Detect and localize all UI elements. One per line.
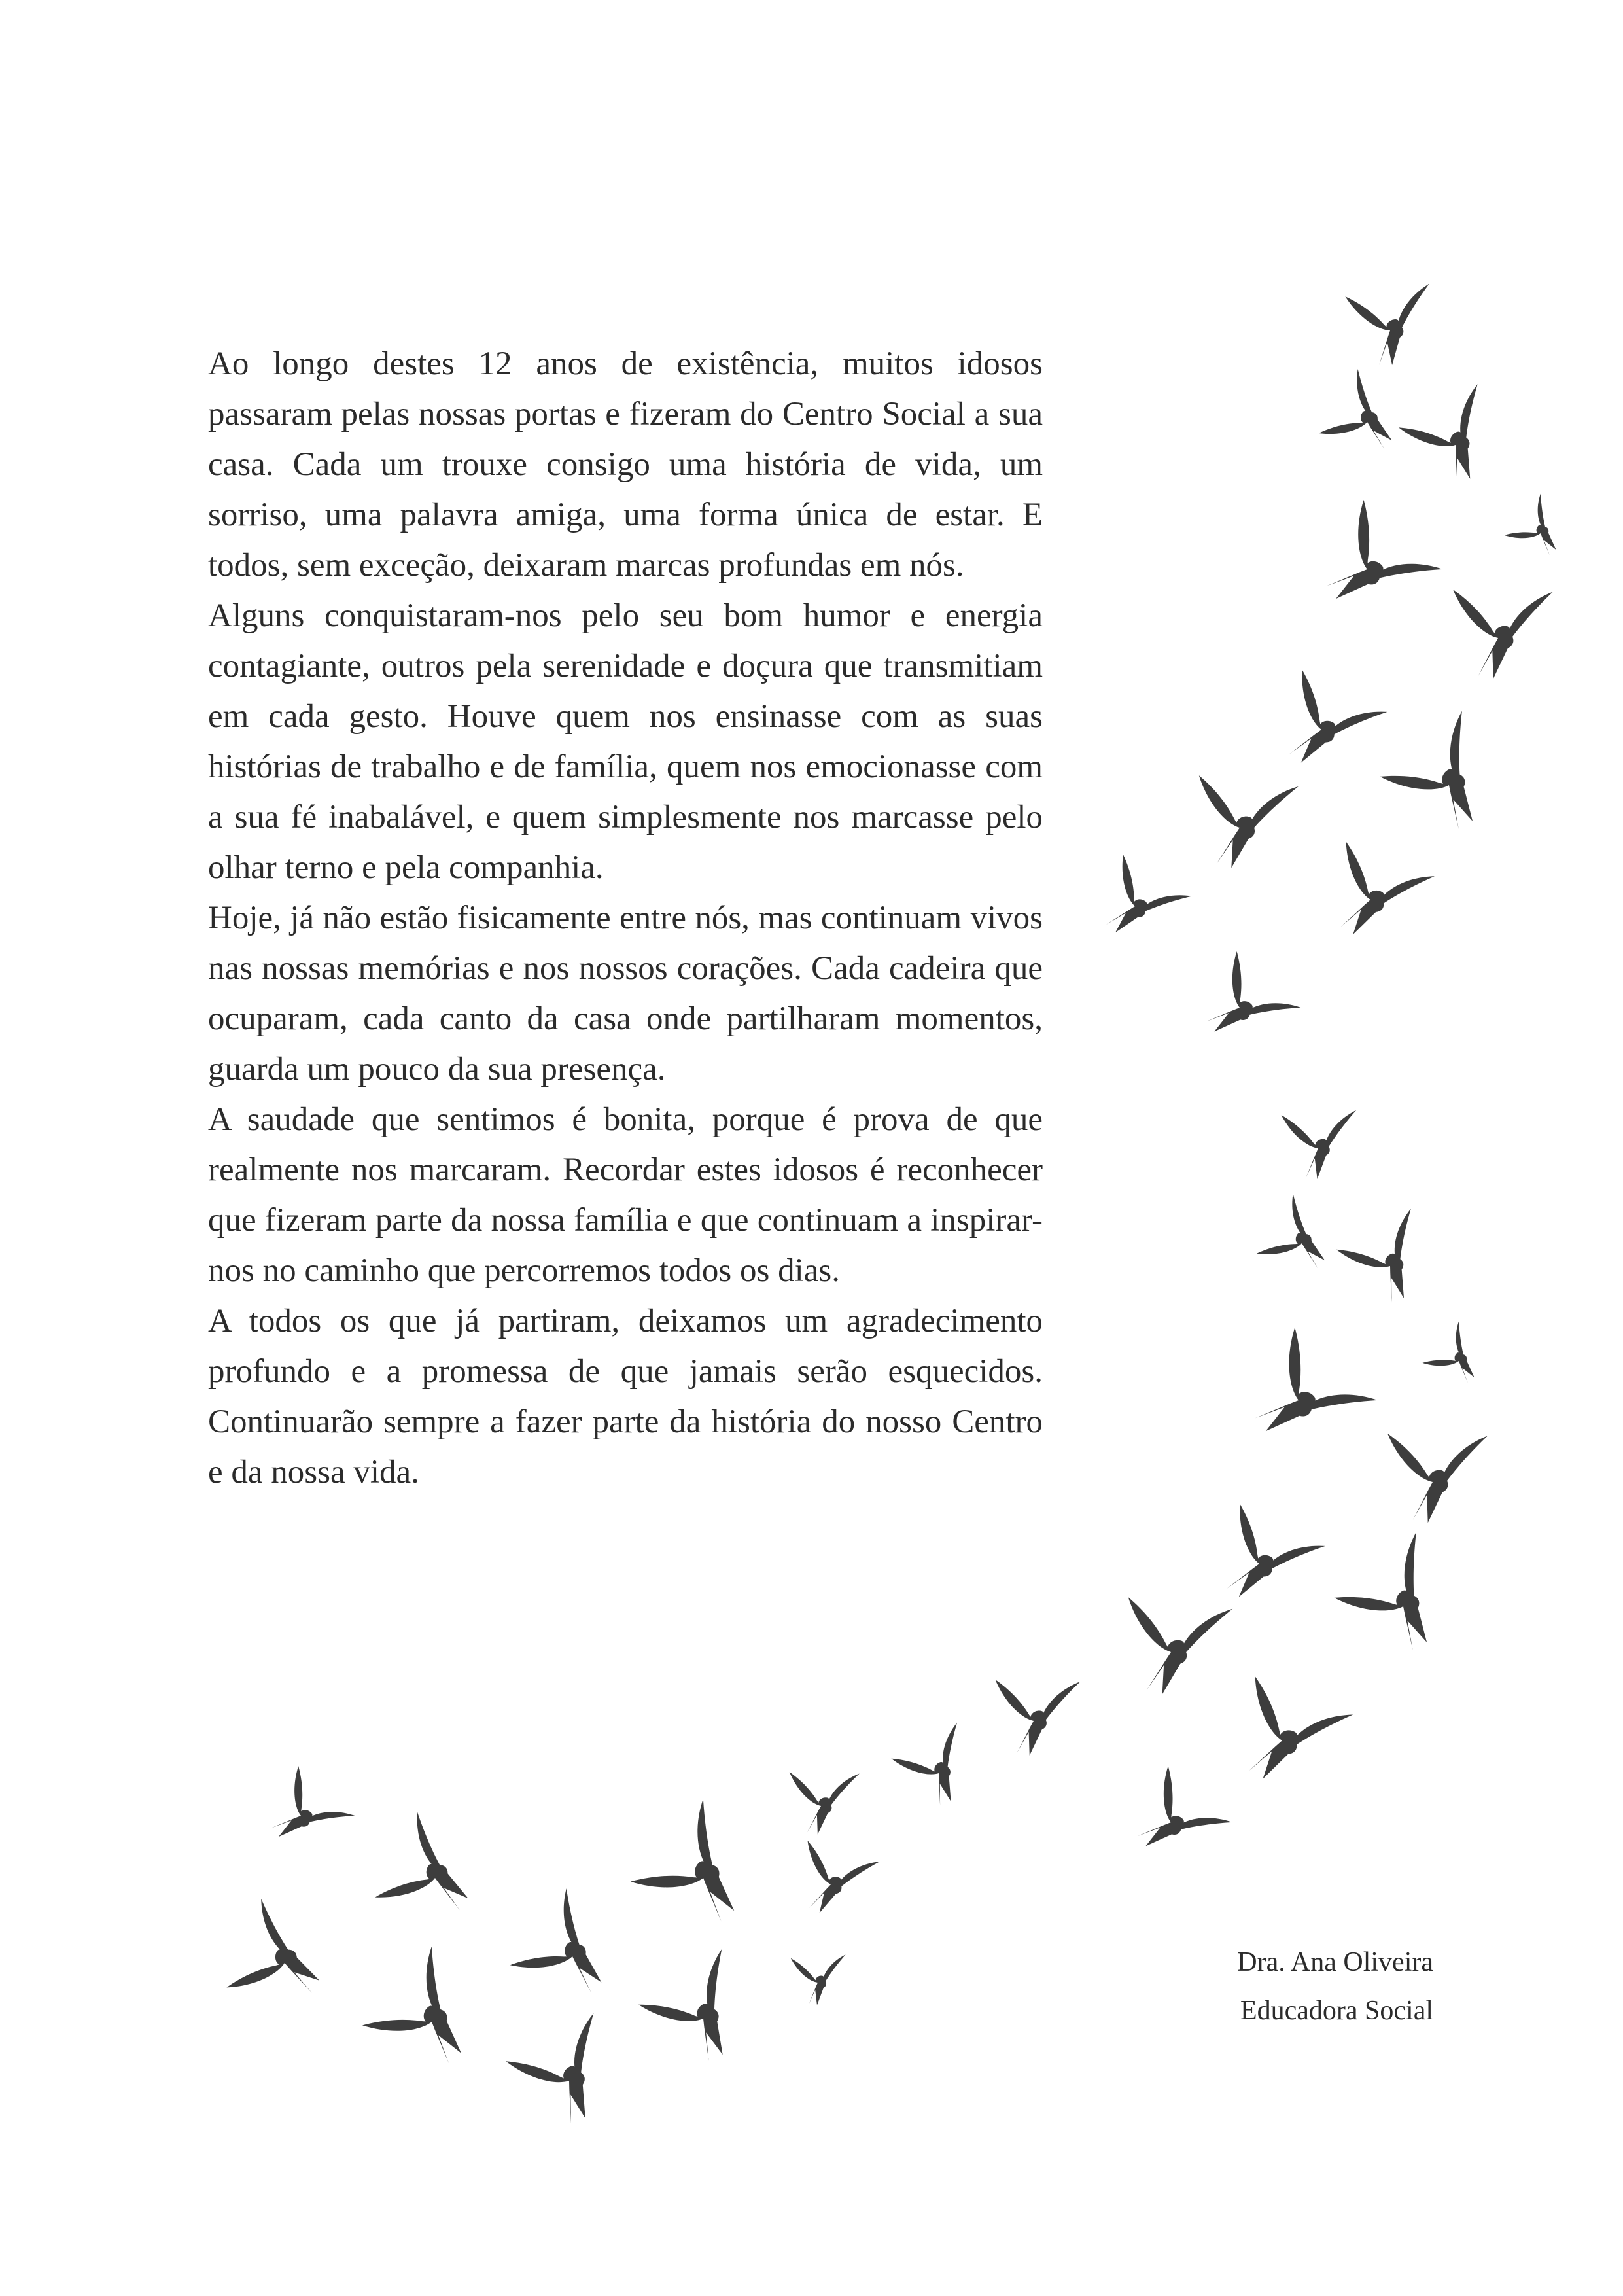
swallow-icon xyxy=(362,1936,500,2075)
swallow-icon xyxy=(801,1841,881,1918)
swallow-icon xyxy=(1345,268,1451,372)
letter-body xyxy=(208,339,1043,1498)
signature-role: Educadora Social xyxy=(1240,1996,1433,2026)
swallow-icon xyxy=(1335,1519,1477,1662)
swallow-icon xyxy=(790,1760,869,1837)
swallow-icon xyxy=(1387,1417,1501,1527)
signature xyxy=(1237,1938,1433,2035)
swallow-icon xyxy=(506,1998,642,2134)
swallow-icon xyxy=(1199,767,1305,870)
swallow-icon xyxy=(1504,488,1576,561)
swallow-icon xyxy=(1331,841,1438,946)
swallow-icon xyxy=(1314,500,1453,638)
paragraph: A saudade que sentimos é bonita, porque é prova de que realmente nos marcaram. Recordar estes idosos é reconhecer que fizeram parte da nossa família e que continuam a inspirar-nos no caminho que percorremos todos os dias. xyxy=(208,1101,1043,1289)
swallow-icon xyxy=(1336,1196,1452,1311)
swallow-icon xyxy=(1453,573,1566,683)
swallow-icon xyxy=(510,1881,631,2003)
swallow-icon xyxy=(375,1807,486,1920)
swallow-icon xyxy=(1097,855,1196,953)
paragraph: A todos os que já partiram, deixamos um agradecimento profundo e a promessa de que jamais serão esquecidos. Continuarão sempre a fazer parte da história do nosso Centro e da nossa vida. xyxy=(208,1303,1043,1491)
swallow-icon xyxy=(1319,364,1411,457)
paragraph: Hoje, já não estão fisicamente entre nós, mas continuam vivos nas nossas memórias e nos nossos corações. Cada cadeira que ocuparam, cada canto da casa onde partilharam momentos, guarda um pouco da sua presença. xyxy=(208,900,1043,1087)
swallow-icon xyxy=(1128,1588,1240,1696)
swallow-icon xyxy=(1380,698,1523,841)
paragraph: Alguns conquistaram-nos pelo seu bom humor e energia contagiante, outros pela serenidade e doçura que transmitiam em cada gesto. Houve quem nos ensinasse com as suas histórias de trabalho e de família, quem nos emocionasse com a sua fé inabalável, e quem simplesmente nos marcasse pelo olhar terno e pela companhia. xyxy=(208,597,1043,886)
paragraph: Ao longo destes 12 anos de existência, muitos idosos passaram pelas nossas portas e fizeram do Centro Social a sua casa. Cada um trouxe consigo uma história de vida, um sorriso, uma palavra amiga, uma forma única de estar. E todos, sem exceção, deixaram marcas profundas em nós. xyxy=(208,345,1043,584)
swallow-icon xyxy=(1282,1096,1371,1184)
swallow-icon xyxy=(263,1766,362,1864)
swallow-icon xyxy=(791,1944,856,2008)
swallow-icon xyxy=(226,1896,331,2003)
swallow-icon xyxy=(891,1711,993,1813)
swallow-icon xyxy=(1238,1676,1357,1792)
swallow-icon xyxy=(1422,1316,1494,1388)
swallow-icon xyxy=(1399,370,1521,493)
swallow-icon xyxy=(631,1788,775,1934)
swallow-icon xyxy=(1257,1189,1342,1276)
swallow-icon xyxy=(1196,951,1309,1063)
swallow-icon xyxy=(1243,1328,1389,1472)
swallow-icon xyxy=(1279,669,1392,781)
swallow-icon xyxy=(638,1935,775,2072)
swallow-icon xyxy=(1128,1766,1240,1877)
swallow-icon xyxy=(1217,1504,1330,1615)
signature-name: Dra. Ana Oliveira xyxy=(1237,1947,1433,1977)
swallow-icon xyxy=(995,1665,1091,1759)
